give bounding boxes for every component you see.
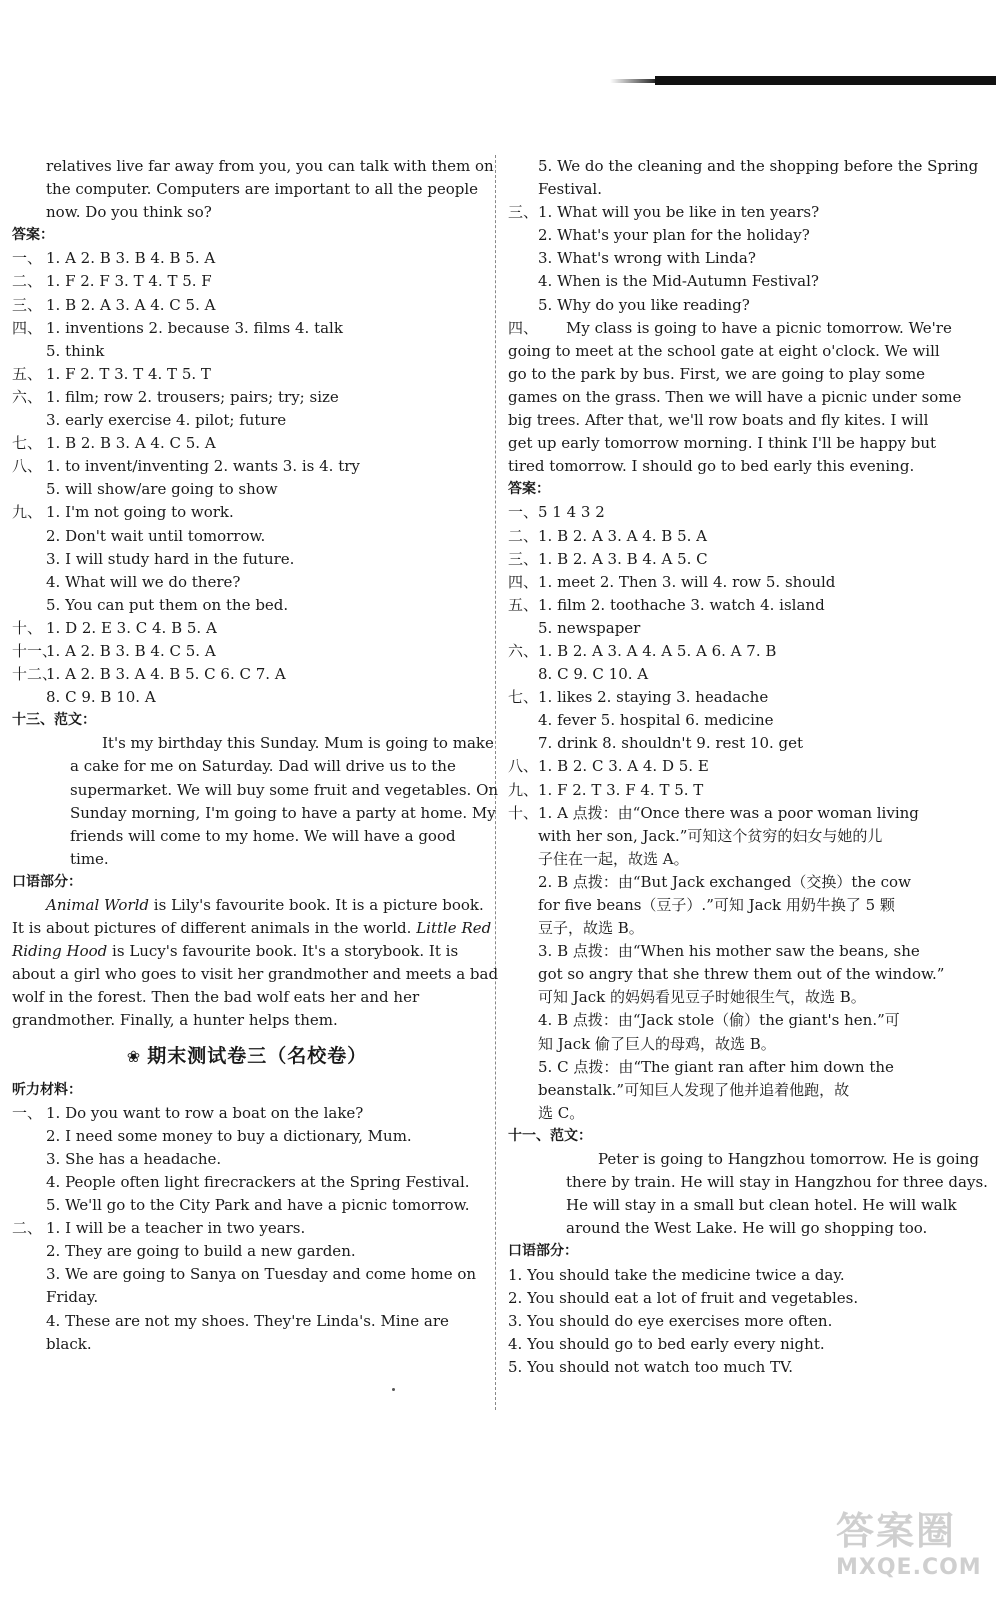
list-item bbox=[508, 871, 984, 894]
item-number: 五、 bbox=[508, 595, 539, 614]
oral-label: 口语部分： bbox=[12, 873, 82, 890]
item-text: 4. These are not my shoes. They're Linda's. Mine are bbox=[46, 1311, 449, 1330]
item-text: 1. Do you want to row a boat on the lake? bbox=[46, 1103, 364, 1122]
item-text: 1. film 2. toothache 3. watch 4. island bbox=[538, 595, 825, 614]
item-text: 1. film; row 2. trousers; pairs; try; size bbox=[46, 387, 339, 406]
list-item bbox=[508, 663, 984, 686]
item-number: 四、 bbox=[508, 318, 539, 337]
list-item bbox=[508, 825, 984, 848]
watermark-en: MXQE.COM bbox=[836, 1555, 982, 1580]
item-text: 4. People often light firecrackers at the Spring Festival. bbox=[46, 1172, 470, 1191]
item-text: 1. F 2. F 3. T 4. T 5. F bbox=[46, 272, 212, 291]
list-item bbox=[508, 1056, 984, 1079]
watermark-logo bbox=[836, 1500, 986, 1582]
item-text: 1. B 2. C 3. A 4. D 5. E bbox=[538, 757, 709, 776]
item-text: 5. You can put them on the bed. bbox=[46, 595, 289, 614]
item-text: 5. will show/are going to show bbox=[46, 480, 278, 499]
list-item bbox=[508, 848, 984, 871]
item-text: 2. They are going to build a new garden. bbox=[46, 1242, 356, 1261]
oral-line bbox=[12, 894, 482, 917]
item-number: 十一、 bbox=[12, 641, 58, 660]
item-text: 1. F 2. T 3. F 4. T 5. T bbox=[538, 780, 704, 799]
item-number: 三、 bbox=[508, 203, 539, 222]
list-item bbox=[12, 1148, 482, 1171]
item-text: 3. We are going to Sanya on Tuesday and come home on bbox=[46, 1265, 477, 1284]
item-text: 1. A 2. B 3. B 4. C 5. A bbox=[46, 641, 216, 660]
oral-item: 5. You should not watch too much TV. bbox=[508, 1357, 794, 1376]
item-text: 2. Don't wait until tomorrow. bbox=[46, 526, 266, 545]
right-column bbox=[508, 155, 988, 1379]
item-text: 4. When is the Mid-Autumn Festival? bbox=[538, 272, 819, 291]
list-item bbox=[12, 525, 482, 548]
reading-explanations-list bbox=[508, 802, 984, 1125]
list-item bbox=[12, 501, 482, 524]
item-number: 六、 bbox=[508, 641, 539, 660]
item-number: 十、 bbox=[508, 803, 539, 822]
essay-line: Sunday morning, I'm going to have a party at home. My bbox=[70, 803, 496, 822]
item-text: 4. What will we do there? bbox=[46, 572, 241, 591]
oral-item: 2. You should eat a lot of fruit and vegetables. bbox=[508, 1288, 859, 1307]
item-text: 1. F 2. T 3. T 4. T 5. T bbox=[46, 364, 211, 383]
item-number: 八、 bbox=[508, 757, 539, 776]
list-item bbox=[508, 178, 984, 201]
item-number: 一、 bbox=[12, 1103, 43, 1122]
list-item bbox=[508, 986, 984, 1009]
print-speck bbox=[392, 1388, 395, 1391]
item-number: 二、 bbox=[12, 1219, 43, 1238]
list-item bbox=[12, 432, 482, 455]
oral-item: 1. You should take the medicine twice a day. bbox=[508, 1265, 845, 1284]
list-item bbox=[508, 224, 984, 247]
item-text: 3. I will study hard in the future. bbox=[46, 549, 295, 568]
list-item bbox=[508, 894, 984, 917]
item-number: 一、 bbox=[508, 503, 539, 522]
book-title: Animal World bbox=[46, 896, 150, 914]
section-title bbox=[12, 1033, 482, 1079]
intro-line: now. Do you think so? bbox=[46, 203, 212, 222]
essay-line: Peter is going to Hangzhou tomorrow. He is going bbox=[598, 1150, 979, 1169]
list-item bbox=[508, 640, 984, 663]
list-item bbox=[12, 270, 482, 293]
item-text: 可知 Jack 的妈妈看见豆子时她很生气，故选 B。 bbox=[538, 988, 866, 1007]
list-item bbox=[12, 1125, 482, 1148]
item-number: 七、 bbox=[12, 434, 43, 453]
para-line: go to the park by bus. First, we are going to play some bbox=[508, 364, 926, 383]
list-item bbox=[12, 340, 482, 363]
item-number: 三、 bbox=[12, 295, 43, 314]
list-item bbox=[508, 571, 984, 594]
list-item bbox=[12, 1102, 482, 1125]
list-item bbox=[508, 594, 984, 617]
item-text: 1. to invent/inventing 2. wants 3. is 4. try bbox=[46, 457, 360, 476]
left-answers-list bbox=[12, 247, 482, 709]
list-item bbox=[12, 640, 482, 663]
item-number: 六、 bbox=[12, 387, 43, 406]
para-line: get up early tomorrow morning. I think I'll be happy but bbox=[508, 434, 937, 453]
list-item bbox=[12, 294, 482, 317]
item-text: 5. C 点拨：由“The giant ran after him down the bbox=[538, 1057, 894, 1076]
essay-label: 十一、范文： bbox=[508, 1127, 592, 1144]
list-item bbox=[508, 1009, 984, 1032]
list-item bbox=[508, 686, 984, 709]
essay-line: a cake for me on Saturday. Dad will drive us to the bbox=[70, 757, 456, 776]
item-text: 5. We do the cleaning and the shopping before the Spring bbox=[538, 157, 979, 175]
header-rule bbox=[655, 76, 996, 85]
item-text: 3. What's wrong with Linda? bbox=[538, 249, 756, 268]
item-number: 十二、 bbox=[12, 665, 58, 684]
item-text: 1. B 2. A 3. A 4. C 5. A bbox=[46, 295, 216, 314]
list-item bbox=[508, 1102, 984, 1125]
list-item bbox=[508, 617, 984, 640]
list-item bbox=[12, 1286, 482, 1309]
item-number: 四、 bbox=[508, 572, 539, 591]
item-text: 1. A 2. B 3. A 4. B 5. C 6. C 7. A bbox=[46, 665, 286, 684]
item-text: 2. I need some money to buy a dictionary, Mum. bbox=[46, 1126, 412, 1145]
item-text: got so angry that she threw them out of the window.” bbox=[538, 965, 945, 984]
list-item bbox=[508, 201, 984, 224]
list-item bbox=[508, 709, 984, 732]
list-item bbox=[12, 663, 482, 686]
list-item bbox=[508, 548, 984, 571]
list-item bbox=[12, 1194, 482, 1217]
para-line: going to meet at the school gate at eight o'clock. We will bbox=[508, 341, 940, 360]
oral-line bbox=[12, 940, 482, 963]
list-item bbox=[508, 270, 984, 293]
item-text: 5. newspaper bbox=[538, 618, 641, 637]
list-item bbox=[12, 455, 482, 478]
item-text: 1. B 2. B 3. A 4. C 5. A bbox=[46, 434, 216, 453]
list-item bbox=[12, 548, 482, 571]
watermark-cn: 答案圈 bbox=[836, 1509, 957, 1553]
list-item bbox=[508, 732, 984, 755]
list-item bbox=[12, 409, 482, 432]
item-text: 3. early exercise 4. pilot; future bbox=[46, 411, 287, 430]
intro-line: the computer. Computers are important to all the people bbox=[46, 180, 479, 199]
item-text: 豆子，故选 B。 bbox=[538, 919, 644, 938]
item-text: 1. A 2. B 3. B 4. B 5. A bbox=[46, 249, 216, 268]
para-line: games on the grass. Then we will have a picnic under some bbox=[508, 387, 962, 406]
item-text: 选 C。 bbox=[538, 1103, 585, 1122]
item-text: 8. C 9. C 10. A bbox=[538, 665, 649, 684]
item-number: 四、 bbox=[12, 318, 43, 337]
item-text: 3. B 点拨：由“When his mother saw the beans, she bbox=[538, 942, 920, 961]
item-text: 1. I'm not going to work. bbox=[46, 503, 234, 522]
item-text: 1. What will you be like in ten years? bbox=[538, 203, 820, 222]
essay-line: around the West Lake. He will go shopping too. bbox=[566, 1219, 928, 1238]
oral-line: grandmother. Finally, a hunter helps them. bbox=[12, 1011, 338, 1030]
item-number: 一、 bbox=[12, 249, 43, 268]
oral-line: wolf in the forest. Then the bad wolf eats her and her bbox=[12, 988, 420, 1007]
item-text: Festival. bbox=[538, 180, 602, 199]
intro-line: relatives live far away from you, you can talk with them on bbox=[46, 157, 494, 175]
list-item bbox=[508, 963, 984, 986]
list-item bbox=[12, 317, 482, 340]
paw-icon: ❀ bbox=[126, 1046, 142, 1066]
list-item bbox=[12, 617, 482, 640]
list-item bbox=[508, 525, 984, 548]
oral-item: 4. You should go to bed early every night. bbox=[508, 1334, 825, 1353]
oral-item: 3. You should do eye exercises more often. bbox=[508, 1311, 833, 1330]
listening-list bbox=[12, 1102, 482, 1356]
item-text: 4. B 点拨：由“Jack stole（偷）the giant's hen.”可 bbox=[538, 1011, 900, 1030]
left-column bbox=[12, 155, 499, 1356]
list-item bbox=[508, 155, 984, 178]
item-text: 1. I will be a teacher in two years. bbox=[46, 1219, 306, 1238]
list-item bbox=[508, 917, 984, 940]
list-item bbox=[12, 686, 482, 709]
list-item bbox=[12, 247, 482, 270]
oral-line bbox=[12, 917, 492, 940]
item-text: black. bbox=[46, 1334, 92, 1353]
essay-label: 十三、范文： bbox=[12, 712, 96, 729]
item-text: 1. B 2. A 3. A 4. A 5. A 6. A 7. B bbox=[538, 641, 777, 660]
item-text: 1. B 2. A 3. A 4. B 5. A bbox=[538, 526, 708, 545]
list-item bbox=[508, 501, 984, 524]
list-item bbox=[12, 594, 482, 617]
item-text: Friday. bbox=[46, 1288, 99, 1307]
list-item bbox=[12, 1217, 482, 1240]
item-text: 1. B 2. A 3. B 4. A 5. C bbox=[538, 549, 708, 568]
list-item bbox=[508, 940, 984, 963]
list-item bbox=[508, 1079, 984, 1102]
list-item bbox=[508, 802, 984, 825]
list-item bbox=[508, 1033, 984, 1056]
item-number: 九、 bbox=[508, 780, 539, 799]
essay-line: It's my birthday this Sunday. Mum is going to make bbox=[102, 734, 494, 753]
list-item bbox=[12, 478, 482, 501]
essay-line: friends will come to my home. We will have a good bbox=[70, 826, 456, 845]
oral-text: is Lucy's favourite book. It's a storybook. It is bbox=[107, 942, 459, 961]
essay-line: He will stay in a small but clean hotel. He will walk bbox=[566, 1196, 957, 1215]
answers-label: 答案： bbox=[508, 481, 550, 498]
answers-label: 答案： bbox=[12, 227, 54, 244]
book-title: Riding Hood bbox=[12, 942, 108, 961]
item-text: 2. B 点拨：由“But Jack exchanged（交换）the cow bbox=[538, 872, 911, 891]
item-text: for five beans（豆子）.”可知 Jack 用奶牛换了 5 颗 bbox=[538, 896, 895, 914]
list-item bbox=[12, 1263, 482, 1286]
item-text: 5. think bbox=[46, 341, 105, 360]
listening-continued-list bbox=[508, 155, 984, 317]
item-text: 子住在一起，故选 A。 bbox=[538, 849, 689, 868]
item-text: 7. drink 8. shouldn't 9. rest 10. get bbox=[538, 734, 804, 753]
item-text: 5. We'll go to the City Park and have a picnic tomorrow. bbox=[46, 1196, 470, 1215]
item-text: with her son, Jack.”可知这个贫穷的妇女与她的儿 bbox=[538, 826, 883, 845]
item-text: 5 1 4 3 2 bbox=[538, 503, 605, 522]
list-item bbox=[12, 1310, 482, 1333]
list-item bbox=[12, 1240, 482, 1263]
item-text: beanstalk.”可知巨人发现了他并追着他跑，故 bbox=[538, 1080, 850, 1099]
oral-line: about a girl who goes to visit her grandmother and meets a bad bbox=[12, 965, 499, 984]
item-text: 4. fever 5. hospital 6. medicine bbox=[538, 711, 774, 730]
listening-label: 听力材料： bbox=[12, 1081, 82, 1098]
list-item bbox=[508, 779, 984, 802]
list-item bbox=[12, 363, 482, 386]
item-text: 1. A 点拨：由“Once there was a poor woman living bbox=[538, 803, 919, 822]
list-item bbox=[12, 571, 482, 594]
right-answers-list bbox=[508, 501, 984, 801]
list-item bbox=[12, 1171, 482, 1194]
header-rule-fade bbox=[610, 79, 660, 83]
item-text: 1. likes 2. staying 3. headache bbox=[538, 688, 769, 707]
essay-line: supermarket. We will buy some fruit and vegetables. On bbox=[70, 780, 499, 799]
section-title-text: 期末测试卷三（名校卷） bbox=[147, 1044, 368, 1067]
item-text: 1. inventions 2. because 3. films 4. talk bbox=[46, 318, 343, 337]
oral-text: is Lily's favourite book. It is a picture book. bbox=[149, 896, 484, 914]
list-item bbox=[508, 755, 984, 778]
item-text: 1. D 2. E 3. C 4. B 5. A bbox=[46, 618, 217, 637]
list-item bbox=[508, 294, 984, 317]
item-number: 八、 bbox=[12, 457, 43, 476]
para-first-line bbox=[508, 317, 984, 340]
item-text: 5. Why do you like reading? bbox=[538, 295, 750, 314]
item-text: 3. She has a headache. bbox=[46, 1149, 222, 1168]
oral-label: 口语部分： bbox=[508, 1243, 578, 1260]
book-title: Little Red bbox=[416, 919, 492, 938]
item-number: 二、 bbox=[12, 272, 43, 291]
item-number: 五、 bbox=[12, 364, 43, 383]
para-line: big trees. After that, we'll row boats and fly kites. I will bbox=[508, 411, 929, 430]
essay-line: there by train. He will stay in Hangzhou for three days. bbox=[566, 1173, 988, 1192]
item-text: 2. What's your plan for the holiday? bbox=[538, 226, 810, 245]
para-line: tired tomorrow. I should go to bed early this evening. bbox=[508, 457, 915, 476]
item-text: 1. meet 2. Then 3. will 4. row 5. should bbox=[538, 572, 836, 591]
essay-line: time. bbox=[70, 849, 109, 868]
item-number: 三、 bbox=[508, 549, 539, 568]
item-number: 二、 bbox=[508, 526, 539, 545]
para-text: My class is going to have a picnic tomorrow. We're bbox=[566, 318, 952, 337]
item-text: 知 Jack 偷了巨人的母鸡，故选 B。 bbox=[538, 1034, 776, 1053]
list-item bbox=[12, 1333, 482, 1356]
list-item bbox=[508, 247, 984, 270]
list-item bbox=[12, 386, 482, 409]
oral-text: It is about pictures of different animals in the world. bbox=[12, 919, 412, 938]
item-number: 十、 bbox=[12, 618, 43, 637]
item-text: 8. C 9. B 10. A bbox=[46, 688, 156, 707]
item-number: 九、 bbox=[12, 503, 43, 522]
item-number: 七、 bbox=[508, 688, 539, 707]
